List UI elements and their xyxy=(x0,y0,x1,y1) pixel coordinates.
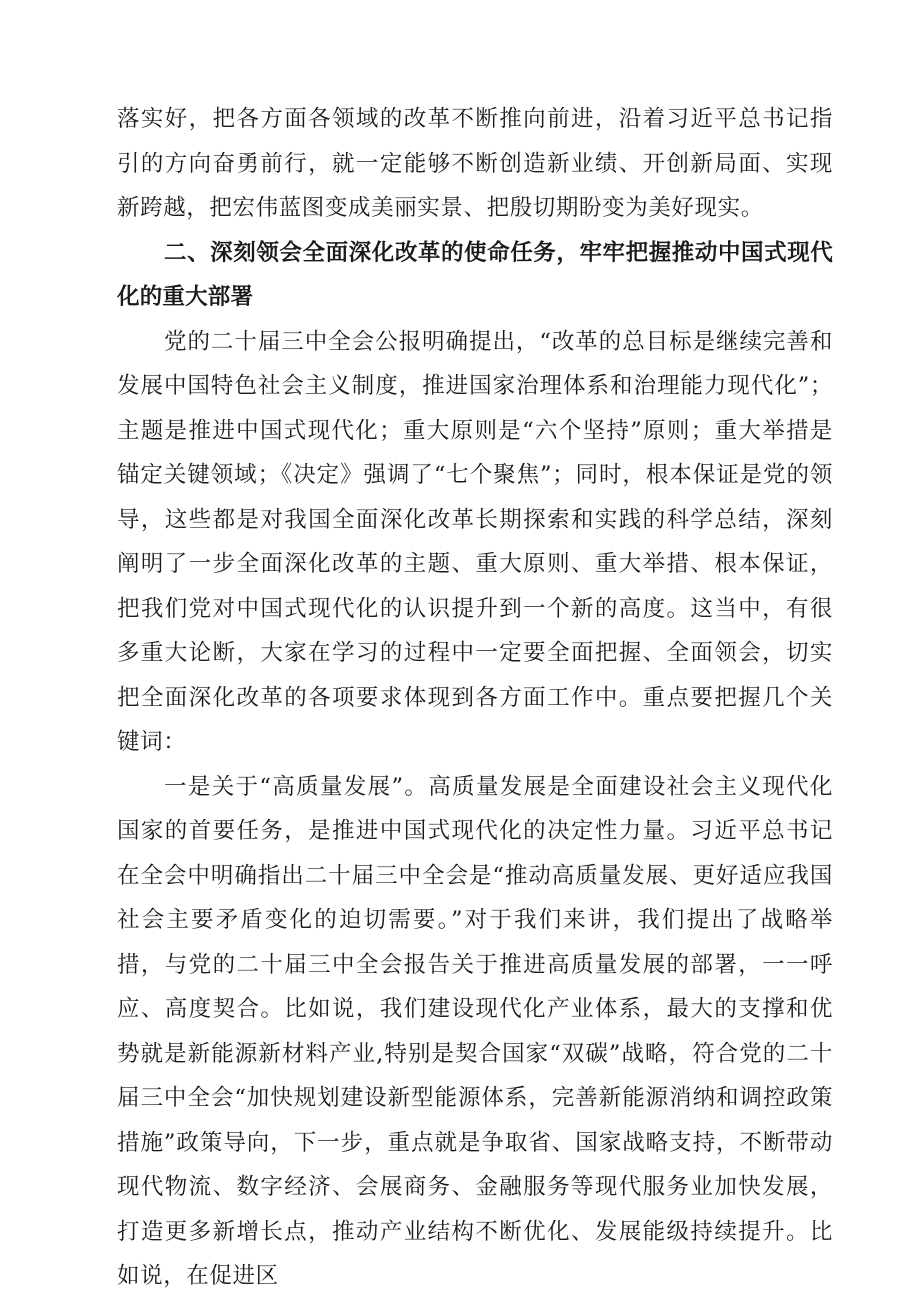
paragraph-body: 一是关于“高质量发展”。高质量发展是全面建设社会主义现代化国家的首要任务，是推进中国式现代化的决定性力量。习近平总书记在全会中明确指出二十届三中全会是“推动高质量发展、更好适应我国社会主要矛盾变化的迫切需要。”对于我们来讲，我们提出了战略举措，与党的二十届三中全会报告关于推进高质量发展的部署，一一呼应、高度契合。比如说，我们建设现代化产业体系，最大的支撑和优势就是新能源新材料产业,特别是契合国家“双碳”战略，符合党的二十届三中全会“加快规划建设新型能源体系，完善新能源消纳和调控政策措施”政策导向，下一步，重点就是争取省、国家战略支持，不断带动现代物流、数字经济、会展商务、金融服务等现代服务业加快发展，打造更多新增长点，推动产业结构不断优化、发展能级持续提升。比如说，在促进区 xyxy=(117,773,833,1289)
document-body xyxy=(117,97,833,1299)
paragraph-body: 党的二十届三中全会公报明确提出，“改革的总目标是继续完善和发展中国特色社会主义制度，推进国家治理体系和治理能力现代化”；主题是推进中国式现代化；重大原则是“六个坚持”原则；重大举措是锚定关键领域；《决定》强调了“七个聚焦”；同时，根本保证是党的领导，这些都是对我国全面深化改革长期探索和实践的科学总结，深刻阐明了一步全面深化改革的主题、重大原则、重大举措、根本保证，把我们党对中国式现代化的认识提升到一个新的高度。这当中，有很多重大论断，大家在学习的过程中一定要全面把握、全面领会，切实把全面深化改革的各项要求体现到各方面工作中。重点要把握几个关键词： xyxy=(117,328,833,755)
section-heading: 二、深刻领会全面深化改革的使命任务，牢牢把握推动中国式现代化的重大部署 xyxy=(117,239,833,310)
paragraph-continuation: 落实好，把各方面各领域的改革不断推向前进，沿着习近平总书记指引的方向奋勇前行，就一定能够不断创造新业绩、开创新局面、实现新跨越，把宏伟蓝图变成美丽实景、把殷切期盼变为美好现实。 xyxy=(117,106,833,221)
